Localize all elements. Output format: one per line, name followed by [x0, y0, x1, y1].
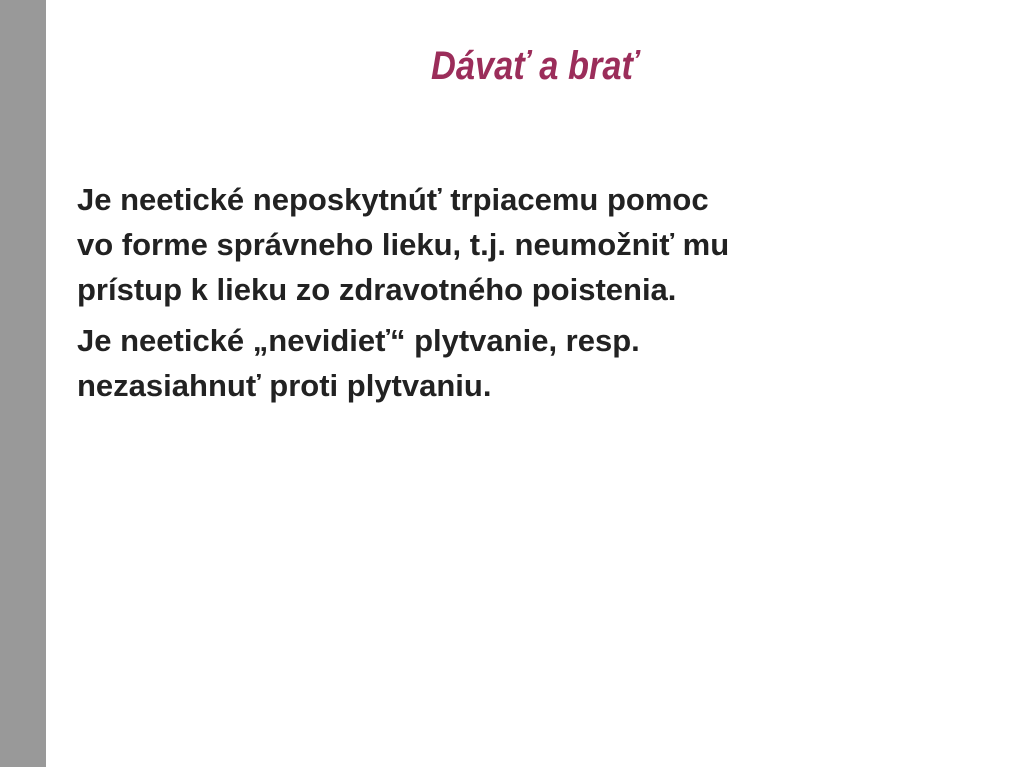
- paragraph-2: [77, 318, 977, 408]
- paragraph-1-line-3: prístup k lieku zo zdravotného poistenia.: [77, 272, 677, 307]
- slide-body: [77, 177, 977, 414]
- paragraph-1: [77, 177, 977, 312]
- left-sidebar-bar: [0, 0, 46, 767]
- paragraph-2-line-2: nezasiahnuť proti plytvaniu.: [77, 368, 492, 403]
- paragraph-2-line-1: Je neetické „nevidieť“ plytvanie, resp.: [77, 323, 640, 358]
- slide-title: Dávať a brať: [431, 44, 638, 88]
- paragraph-1-line-1: Je neetické neposkytnúť trpiacemu pomoc: [77, 182, 709, 217]
- paragraph-1-line-2: vo forme správneho lieku, t.j. neumožniť mu: [77, 227, 730, 262]
